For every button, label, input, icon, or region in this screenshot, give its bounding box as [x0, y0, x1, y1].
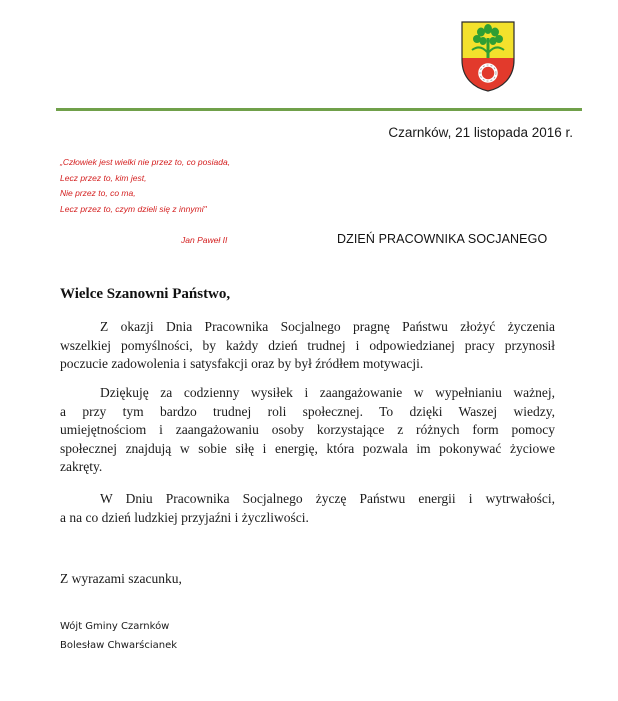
- signature-block: [60, 617, 177, 655]
- header-divider: [56, 108, 582, 111]
- paragraph-line: umiejętnościom i zaangażowaniu osoby korzystające z różnych form pomocy: [60, 422, 555, 437]
- letter-heading: DZIEŃ PRACOWNIKA SOCJANEGO: [337, 232, 548, 246]
- body-paragraph: [60, 384, 555, 477]
- closing-line: Z wyrazami szacunku,: [60, 571, 182, 586]
- paragraph-line: poczucie zadowolenia i satysfakcji oraz by był źródłem motywacji.: [60, 356, 424, 371]
- paragraph-line: W Dniu Pracownika Socjalnego życzę Państwu energii i wytrwałości,: [100, 491, 555, 506]
- paragraph-line: zakręty.: [60, 459, 103, 474]
- paragraph-line: społecznej znajdują w sobie siłę i energię, która pozwala im pokonywać życiowe: [60, 440, 555, 456]
- signer-title: Wójt Gminy Czarnków: [60, 621, 170, 632]
- paragraph-line: Dziękuję za codzienny wysiłek i zaangażowanie w wypełnianiu ważnej,: [100, 385, 555, 400]
- letter-date: Czarnków, 21 listopada 2016 r.: [388, 125, 573, 140]
- paragraph-line: a przy tym bardzo trudnej roli społecznej. To dzięki Waszej wiedzy,: [60, 403, 555, 419]
- quote-author: Jan Paweł II: [181, 235, 228, 245]
- quote-line: Lecz przez to, czym dzieli się z innymi": [60, 203, 207, 214]
- quote-line: Nie przez to, co ma,: [60, 188, 136, 198]
- paragraph-line: wszelkiej pomyślności, by każdy dzień trudnej i odpowiedzianej pracy przynosił: [60, 337, 555, 353]
- body-paragraph: [60, 318, 555, 374]
- signer-name: Bolesław Chwarścianek: [60, 640, 178, 651]
- body-paragraph: [60, 490, 555, 527]
- salutation: Wielce Szanowni Państwo,: [60, 286, 231, 302]
- paragraph-line: Z okazji Dnia Pracownika Socjalnego pragnę Państwu złożyć życzenia: [100, 319, 555, 334]
- quote-line: Lecz przez to, kim jest,: [60, 172, 147, 183]
- epigraph-quote: [60, 155, 320, 217]
- paragraph-line: a na co dzień ludzkiej przyjaźni i życzliwości.: [60, 509, 309, 525]
- coat-of-arms-icon: [460, 20, 516, 92]
- quote-line: „Człowiek jest wielki nie przez to, co posiada,: [60, 157, 231, 167]
